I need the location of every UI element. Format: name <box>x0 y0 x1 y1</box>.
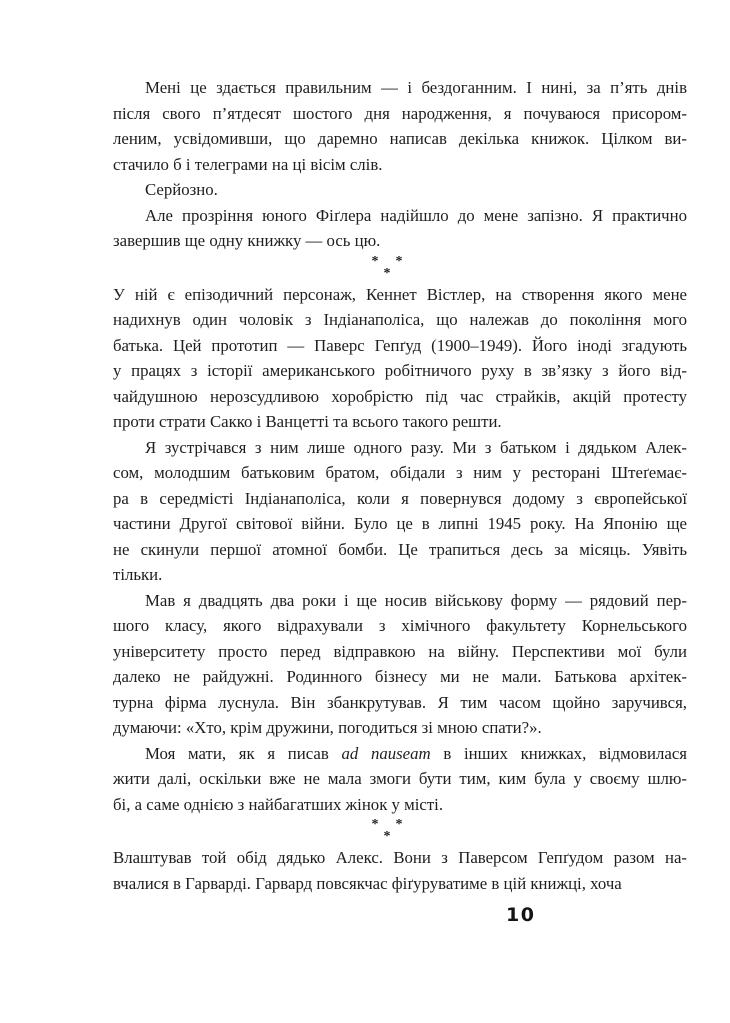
paragraph <box>113 845 687 896</box>
text-line <box>113 741 687 767</box>
text-line: частини Другої світової війни. Було це в липні 1945 року. На Японію ще <box>113 514 687 533</box>
text-line: вчалися в Гарварді. Гарвард повсякчас фіґуруватиме в цій книжці, хоча <box>113 873 622 893</box>
paragraph <box>113 588 687 741</box>
text-line: сом, молодшим батьковим братом, обідали з ним у ресторані Штеґемає- <box>113 463 687 482</box>
text-line: завершив ще одну книжку — ось цю. <box>113 231 381 250</box>
text-line: Серйозно. <box>145 180 218 199</box>
text-line: чайдушною нерозсудливою хоробрістю під час страйків, акцій протесту <box>113 386 687 406</box>
asterisk-icon: * <box>383 829 391 844</box>
text-line: турна фірма луснула. Він збанкрутував. Я тим часом щойно заручився, <box>113 692 687 712</box>
text-line: думаючи: «Хто, крім дружини, погодиться зі мною спати?». <box>113 718 542 737</box>
section-break-row <box>100 253 674 269</box>
text-line: надихнув один чоловік з Індіанаполіса, що належав до покоління мого <box>113 310 687 329</box>
text-line: Я зустрічався з ним лише одного разу. Ми з батьком і дядьком Алек- <box>145 437 687 457</box>
text-line: ра в середмісті Індіанаполіса, коли я повернувся додому з європейської <box>113 488 687 508</box>
page-number: 10 <box>506 904 536 926</box>
section-break-row <box>100 829 674 844</box>
text-line: бі, а саме однією з найбагатших жінок у місті. <box>113 794 444 814</box>
text-line: Влаштував той обід дядько Алекс. Вони з Паверсом Гепґудом разом на- <box>113 848 687 867</box>
section-break-row <box>100 265 674 281</box>
asterisk-icon: * <box>395 253 403 269</box>
text-line: шого класу, якого відрахували з хімічного факультету Корнельського <box>113 616 687 635</box>
text-line: батька. Цей прототип — Паверс Гепґуд (1900–1949). Його іноді згадують <box>113 335 687 355</box>
text-line: далеко не райдужні. Родинного бізнесу ми не мали. Батькова архітек- <box>113 667 687 686</box>
text-line: стачило б і телеграми на ці вісім слів. <box>113 154 383 174</box>
section-break <box>100 254 674 282</box>
paragraph <box>113 282 687 435</box>
section-break <box>100 817 674 845</box>
text-line: Але прозріння юного Фіґлера надійшло до мене запізно. Я практично <box>145 205 687 225</box>
italic-phrase: ad nauseam <box>341 743 431 763</box>
asterisk-icon: * <box>395 817 403 832</box>
paragraph <box>113 177 687 203</box>
paragraph <box>113 741 687 818</box>
page-text <box>113 75 687 896</box>
text-line: не скинули першої атомної бомби. Це трапиться десь за місяць. Уявіть <box>113 539 687 559</box>
text-line: жити далі, оскільки вже не мала змоги бути тим, ким була у своєму шлю- <box>113 769 687 788</box>
text-segment: в інших книжках, відмовилася <box>430 743 688 763</box>
text-line: після свого п’ятдесят шостого дня народження, я почуваюся присором- <box>113 103 687 123</box>
text-line: університету просто перед відправкою на війну. Перспективи мої були <box>113 641 687 661</box>
text-line: у працях з історії американського робітничого руху в зв’язку з його від- <box>113 361 687 380</box>
text-line: У ній є епізодичний персонаж, Кеннет Вістлер, на створення якого мене <box>113 284 687 304</box>
asterisk-icon: * <box>383 265 391 281</box>
section-break-row <box>100 817 674 832</box>
text-line: проти страти Сакко і Ванцетті та всього такого решти. <box>113 412 502 431</box>
asterisk-icon: * <box>371 817 379 832</box>
paragraph <box>113 75 687 177</box>
text-line: леним, усвідомивши, що даремно написав декілька книжок. Цілком ви- <box>113 129 687 148</box>
asterisk-icon: * <box>371 253 379 269</box>
text-line: тільки. <box>113 565 163 584</box>
text-line: Мав я двадцять два роки і ще носив військову форму — рядовий пер- <box>145 590 687 610</box>
paragraph <box>113 435 687 588</box>
text-line: Мені це здається правильним — і бездоганним. І нині, за п’ять днів <box>145 78 687 97</box>
paragraph <box>113 203 687 254</box>
text-segment: Моя мати, як я писав <box>145 743 342 763</box>
